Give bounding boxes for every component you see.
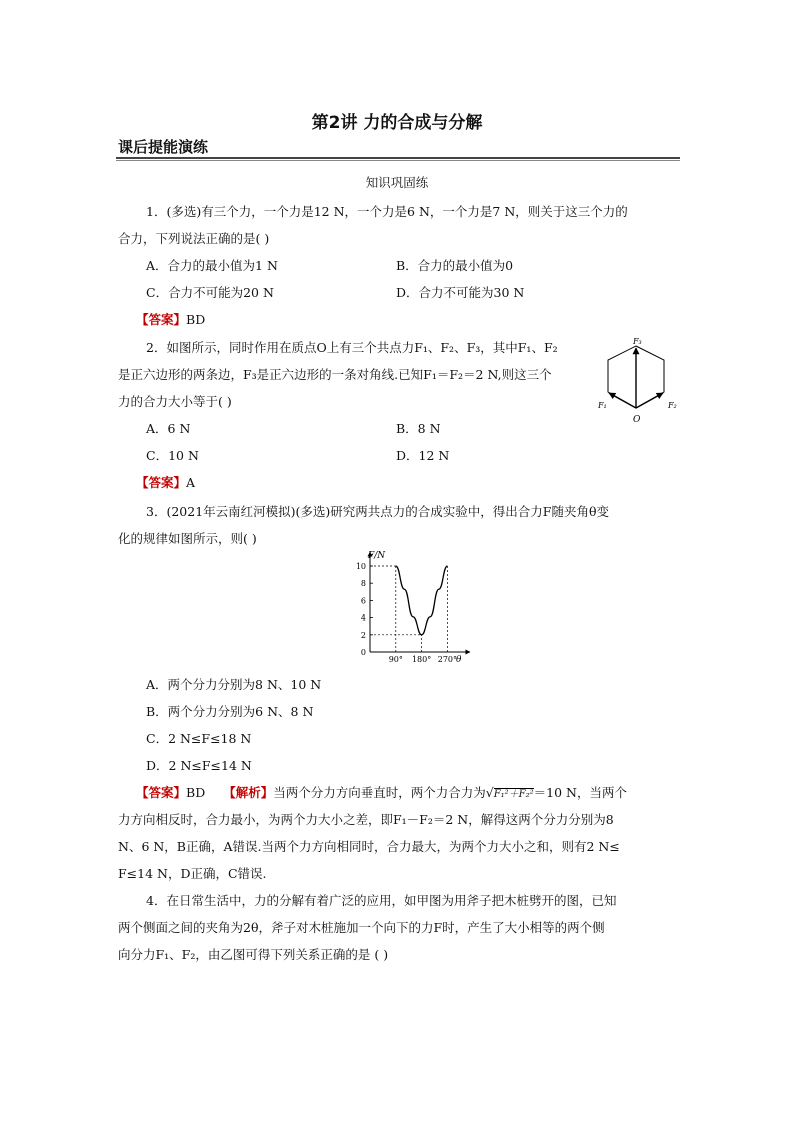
x-tick-label: 270°	[437, 655, 458, 664]
q1-stem-line2: 合力，下列说法正确的是( )	[118, 231, 270, 246]
y-tick-label: 4	[360, 613, 366, 623]
sqrt-expression: √F₁²＋F₂²	[485, 785, 534, 800]
label-f1: F₁	[598, 401, 607, 410]
q3-stem-line2: 化的规律如图所示，则( )	[118, 531, 257, 546]
q3-stem-line1: 3．(2021年云南红河模拟)(多选)研究两共点力的合成实验中，得出合力F随夹角θ变	[146, 504, 609, 519]
analysis-tag: 【解析】	[223, 785, 274, 800]
y-tick-label: 8	[360, 579, 366, 589]
y-tick-label: 2	[360, 630, 366, 640]
hexagon-force-figure	[596, 336, 688, 436]
q1-option-a: A．合力的最小值为1 N	[146, 258, 278, 273]
answer-tag: 【答案】	[136, 475, 187, 490]
q3-answer-analysis-line1	[136, 783, 627, 801]
q1-option-d: D．合力不可能为30 N	[396, 285, 525, 300]
y-tick-label: 10	[355, 562, 366, 571]
q2-stem-line3: 力的合力大小等于( )	[118, 394, 232, 409]
label-f3: F₃	[633, 337, 642, 346]
q1-option-c: C．合力不可能为20 N	[146, 285, 274, 300]
q2-stem-line1: 2．如图所示，同时作用在质点O上有三个共点力F₁、F₂、F₃，其中F₁、F₂	[146, 340, 558, 355]
q1-stem-line1: 1．(多选)有三个力，一个力是12 N，一个力是6 N，一个力是7 N，则关于这三个力的	[146, 204, 628, 219]
q4-stem-line2: 两个侧面之间的夹角为2θ，斧子对木桩施加一个向下的力F时，产生了大小相等的两个侧	[118, 920, 605, 935]
q2-option-d: D．12 N	[396, 448, 450, 463]
label-f2: F₂	[668, 401, 677, 410]
x-tick-label: 90°	[388, 655, 403, 664]
q4-stem-line3: 向分力F₁、F₂，由乙图可得下列关系正确的是 ( )	[118, 947, 389, 962]
q3-option-b: B．两个分力分别为6 N、8 N	[146, 704, 314, 719]
q2-option-c: C．10 N	[146, 448, 199, 463]
y-tick-label: 6	[360, 596, 366, 606]
resultant-curve	[396, 566, 448, 635]
q3-analysis-line2: 力方向相反时，合力最小，为两个力大小之差，即F₁－F₂＝2 N，解得这两个分力分别为8	[118, 812, 614, 827]
q3-option-c: C．2 N≤F≤18 N	[146, 731, 252, 746]
subsection-heading: 知识巩固练	[365, 175, 429, 190]
sqrt-radicand: F₁²＋F₂²	[493, 789, 534, 800]
x-tick-label: 180°	[411, 655, 432, 664]
f2-arrow	[636, 393, 663, 408]
section-heading: 课后提能演练	[118, 138, 209, 156]
page-title: 第2讲 力的合成与分解	[311, 113, 483, 133]
x-axis-label: θ	[456, 655, 462, 665]
answer-tag: 【答案】	[136, 785, 187, 800]
answer-value: A	[186, 475, 196, 490]
heading-divider	[116, 157, 680, 159]
heading-divider-thin	[116, 160, 680, 161]
q3-option-d: D．2 N≤F≤14 N	[146, 758, 252, 773]
answer-tag: 【答案】	[136, 312, 187, 327]
y-axis-label: F/N	[368, 551, 386, 561]
q4-stem-line1: 4．在日常生活中，力的分解有着广泛的应用，如甲图为用斧子把木桩劈开的图，已知	[146, 893, 617, 908]
f1-arrow	[609, 393, 636, 408]
q2-option-b: B．8 N	[396, 421, 441, 436]
answer-value: BD	[186, 785, 206, 800]
label-o: O	[633, 415, 641, 425]
q3-analysis-line4: F≤14 N，D正确，C错误.	[118, 866, 267, 881]
q1-option-b: B．合力的最小值为0	[396, 258, 514, 273]
q2-stem-line2: 是正六边形的两条边，F₃是正六边形的一条对角线.已知F₁＝F₂＝2 N,则这三个	[118, 367, 552, 382]
q2-option-a: A．6 N	[146, 421, 191, 436]
analysis-text-1a: 当两个分力方向垂直时，两个力合力为	[273, 785, 486, 800]
force-angle-chart	[346, 548, 476, 666]
q3-analysis-line3: N、6 N，B正确，A错误.当两个力方向相同时，合力最大，为两个力大小之和，则有2 N≤	[118, 839, 620, 854]
answer-value: BD	[186, 312, 206, 327]
q2-answer	[136, 473, 195, 491]
analysis-text-1b: ＝10 N，当两个	[533, 785, 627, 800]
q3-option-a: A．两个分力分别为8 N、10 N	[146, 677, 322, 692]
q1-answer	[136, 310, 205, 328]
y-tick-label: 0	[360, 648, 366, 657]
